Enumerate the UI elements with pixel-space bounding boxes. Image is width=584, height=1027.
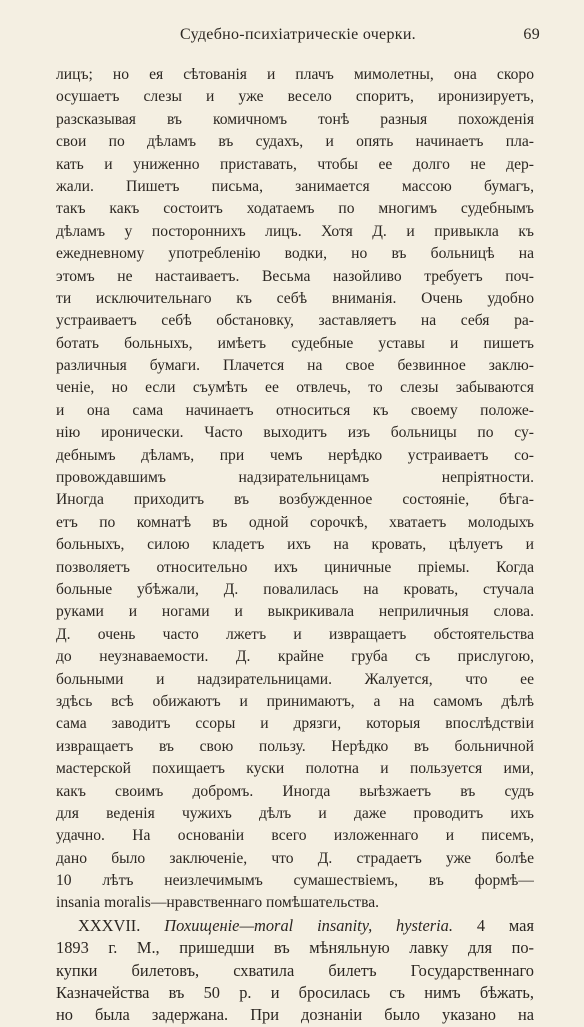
entry-heading-rest: 4 мая xyxy=(476,915,534,935)
entry-number: XXXVII. xyxy=(78,915,141,935)
text-line: дѣламъ у постороннихъ лицъ. Хотя Д. и привыкла къ xyxy=(56,222,534,240)
text-line: позволяетъ относительно ихъ циничные пріемы. Когда xyxy=(56,558,534,576)
text-line: мастерской похищаетъ куски полотна и пользуется ими, xyxy=(56,760,534,778)
text-line: больныхъ, силою кладетъ ихъ на кровать, цѣлуетъ и xyxy=(56,536,534,554)
text-line: разсказывая въ комичномъ тонѣ разныя похожденія xyxy=(56,110,534,128)
text-line: удачно. На основаніи всего изложеннаго и писемъ, xyxy=(56,827,534,845)
text-line: и она сама начинаетъ относиться къ своему положе- xyxy=(56,401,534,419)
text-line: здѣсь всѣ обижаютъ и принимаютъ, а на самомъ дѣлѣ xyxy=(56,692,534,710)
text-line: для веденія чужихъ дѣлъ и даже проводитъ ихъ xyxy=(56,804,534,822)
text-line: такъ какъ состоитъ ходатаемъ по многимъ судебнымъ xyxy=(56,200,534,218)
text-line: лицъ; но ея сѣтованія и плачъ мимолетны, она скоро xyxy=(56,66,534,83)
page-body-text xyxy=(56,64,534,1027)
text-line: осушаетъ слезы и уже весело споритъ, иронизируетъ, xyxy=(56,88,534,106)
text-line: ботать больныхъ, имѣетъ судебные уставы и пишетъ xyxy=(56,334,534,352)
entry-title: Похищеніе—moral insanity, hysteria. xyxy=(164,915,453,935)
text-line: до неузнаваемости. Д. крайне груба съ прислугою, xyxy=(56,648,534,666)
text-line: ченіе, но если съумѣть ее отвлечь, то слезы забываются xyxy=(56,379,534,397)
running-header xyxy=(56,26,540,50)
text-line: ти исключительнаго къ себѣ вниманія. Очень удобно xyxy=(56,289,534,307)
text-line: дебнымъ дѣламъ, при чемъ нерѣдко устраиваетъ со- xyxy=(56,446,534,464)
page-number: 69 xyxy=(523,26,540,43)
text-line: свои по дѣламъ въ судахъ, и опять начинаетъ пла- xyxy=(56,133,534,151)
text-line: жали. Пишетъ письма, занимается массою бумагъ, xyxy=(56,177,534,195)
text-line: етъ по комнатѣ въ одной сорочкѣ, хватаетъ молодыхъ xyxy=(56,513,534,531)
text-line: 10 лѣтъ неизлечимымъ сумашествіемъ, въ формѣ— xyxy=(56,872,534,890)
text-line: ежедневному употребленію водки, но въ больницѣ на xyxy=(56,245,534,263)
text-line: дано было заключеніе, что Д. страдаетъ уже болѣе xyxy=(56,849,534,867)
text-line: insania moralis—нравственнаго помѣшательства. xyxy=(56,894,380,912)
text-line: больными и надзирательницами. Жалуется, что ее xyxy=(56,670,534,688)
entry-text-line: но была задержана. При дознаніи было указано на xyxy=(56,1005,534,1025)
entry-text-line: купки билетовъ, схватила билетъ Государственнаго xyxy=(56,960,534,980)
text-line: устраиваетъ себѣ обстановку, заставляетъ на себя ра- xyxy=(56,312,534,330)
text-line: кать и униженно приставать, чтобы ее долго не дер- xyxy=(56,155,534,173)
text-line: Иногда приходитъ въ возбужденное состояніе, бѣга- xyxy=(56,491,534,509)
text-line: провождавшимъ надзирательницамъ непріятности. xyxy=(56,469,534,487)
text-line: Д. очень часто лжетъ и извращаетъ обстоятельства xyxy=(56,625,534,643)
text-line: извращаетъ въ свою пользу. Нерѣдко въ больничной xyxy=(56,737,534,755)
text-line: руками и ногами и выкрикивала неприличныя слова. xyxy=(56,603,534,621)
text-line: этомъ не настаиваетъ. Весьма назойливо требуетъ поч- xyxy=(56,267,534,285)
entry-text-line: Казначейства въ 50 р. и бросилась съ нимъ бѣжать, xyxy=(56,983,534,1003)
text-line: различныя бумаги. Плачется на свое безвинное заклю- xyxy=(56,357,534,375)
text-line: сама заводитъ ссоры и дрязги, которыя впослѣдствіи xyxy=(56,715,534,733)
running-title: Судебно-психіатрическіе очерки. xyxy=(180,26,416,43)
entry-heading-line xyxy=(56,915,534,937)
text-line: больные убѣжали, Д. повалилась на кровать, стучала xyxy=(56,580,534,598)
entry-text-line: 1893 г. М., пришедши въ мѣняльную лавку для по- xyxy=(56,938,534,958)
text-line: какъ своимъ добромъ. Иногда выѣзжаетъ въ судъ xyxy=(56,782,534,800)
text-line: нію иронически. Часто выходитъ изъ больницы по су- xyxy=(56,424,534,442)
